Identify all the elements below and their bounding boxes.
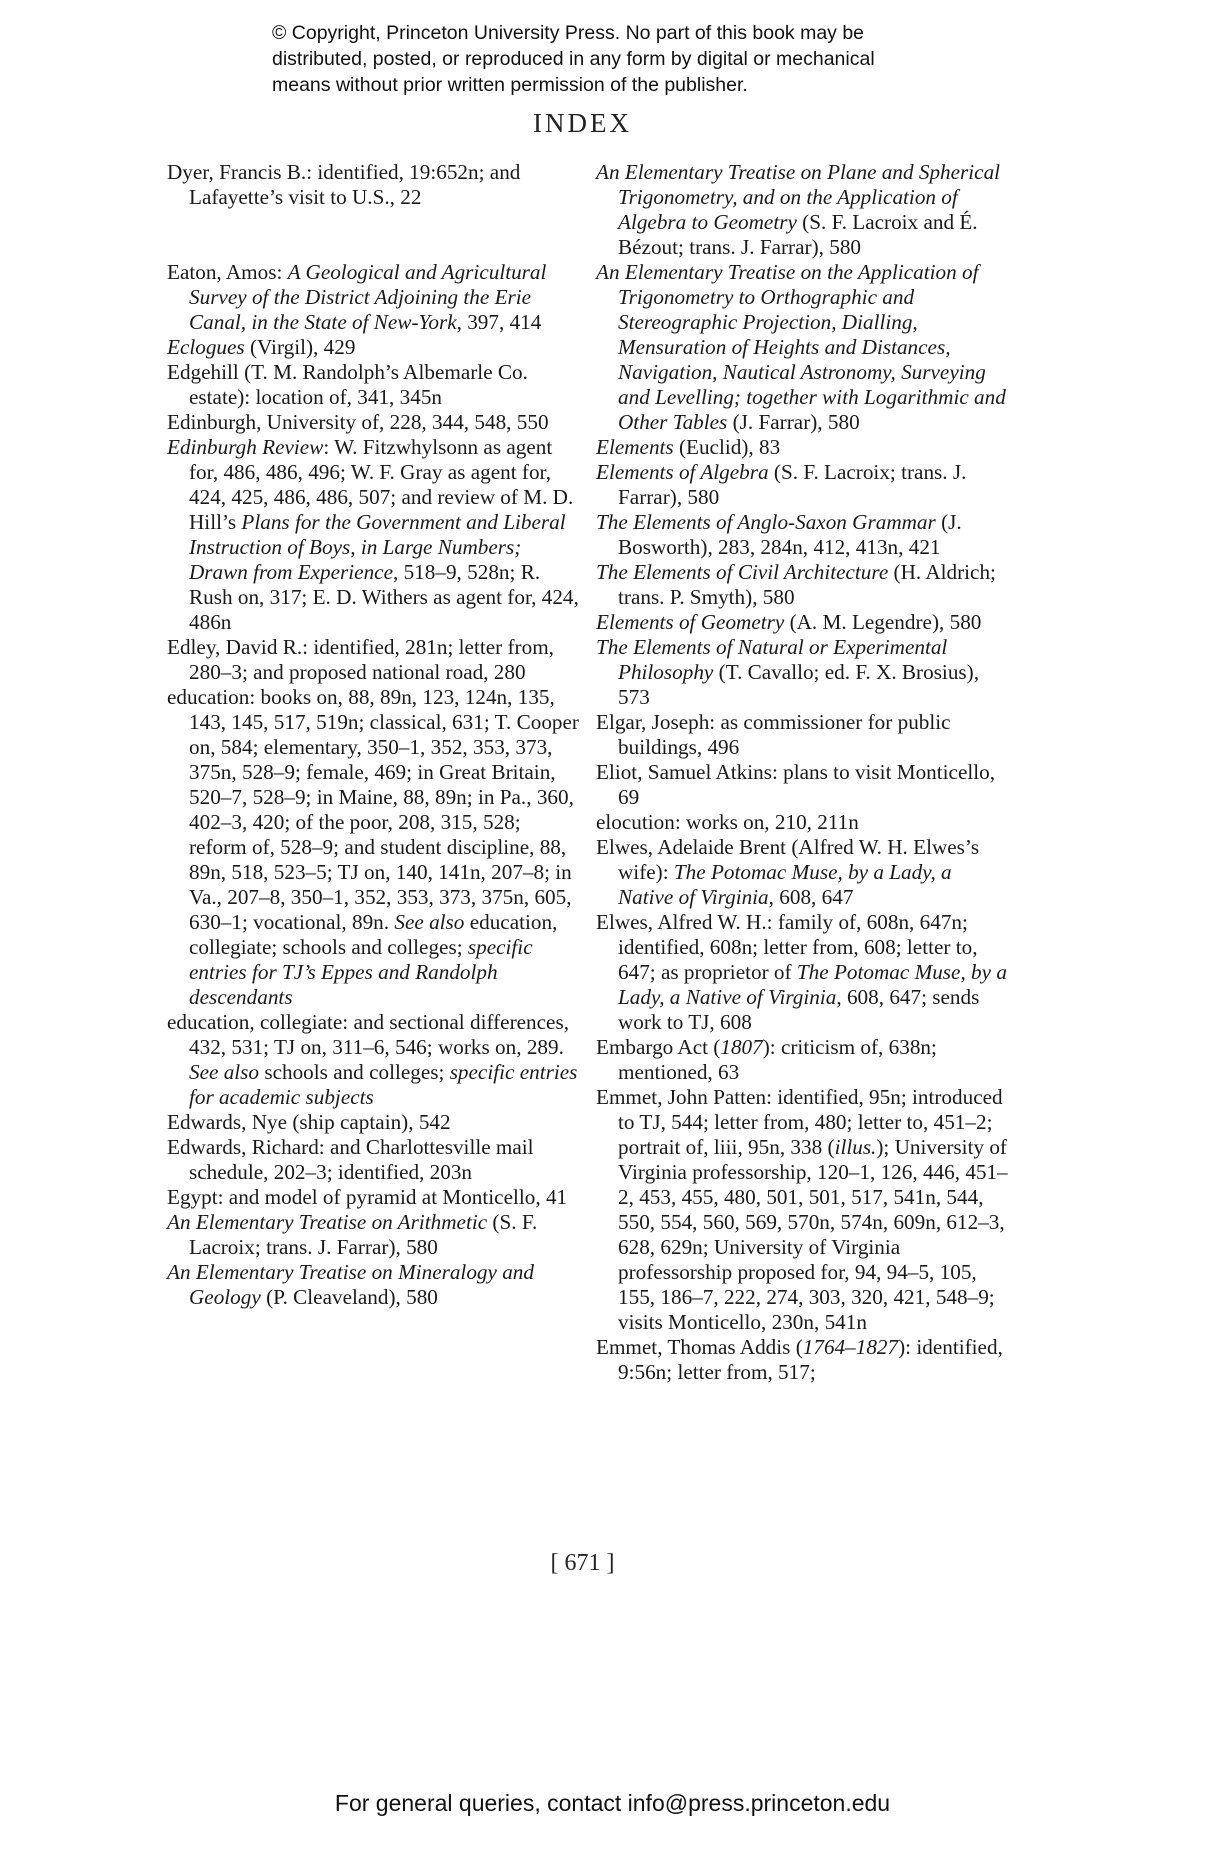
index-entry: An Elementary Treatise on Mineralogy and Geology (P. Cleaveland), 580 (167, 1260, 534, 1309)
index-entry: education: books on, 88, 89n, 123, 124n, 135, 143, 145, 517, 519n; classical, 631; T. Cooper on, 584; elementary, 350–1, 352, 353, 373, 375n, 528–9; female, 469; in Great Britain, 520–7, 528–9; in Maine, 88, 89n; in Pa., 360, 402–3, 420; of the poor, 208, 315, 528; reform of, 528–9; and student discipline, 88, 89n, 518, 523–5; TJ on, 140, 141n, 207–8; in Va., 207–8, 350–1, 352, 353, 373, 375n, 605, 630–1; vocational, 89n. See also education, collegiate; schools and colleges; specific entries for TJ’s Eppes and Randolph descendants (167, 685, 579, 1009)
index-entry: Dyer, Francis B.: identified, 19:652n; and Lafayette’s visit to U.S., 22 (167, 160, 521, 209)
index-entry: Elwes, Alfred W. H.: family of, 608n, 647n; identified, 608n; letter from, 608; letter to, 647; as proprietor of The Potomac Muse, by a Lady, a Native of Virginia, 608, 647; sends work to TJ, 608 (596, 910, 1007, 1034)
page-title: INDEX (533, 108, 632, 138)
index-entry: Egypt: and model of pyramid at Monticello, 41 (167, 1185, 568, 1209)
index-entry: Eclogues (Virgil), 429 (167, 335, 356, 359)
index-entry: The Elements of Civil Architecture (H. Aldrich; trans. P. Smyth), 580 (596, 560, 996, 609)
index-entry: The Elements of Anglo-Saxon Grammar (J. Bosworth), 283, 284n, 412, 413n, 421 (596, 510, 962, 559)
index-entry: Emmet, John Patten: identified, 95n; introduced to TJ, 544; letter from, 480; letter to, 451–2; portrait of, liii, 95n, 338 (illus.); University of Virginia professorship, 120–1, 126, 446, 451–2, 453, 455, 480, 501, 501, 517, 541n, 544, 550, 554, 560, 569, 570n, 574n, 609n, 612–3, 628, 629n; University of Virginia professorship proposed for, 94, 94–5, 105, 155, 186–7, 222, 274, 303, 320, 421, 548–9; visits Monticello, 230n, 541n (596, 1085, 1008, 1334)
footer-contact: For general queries, contact info@press.princeton.edu (334, 1790, 891, 1816)
index-entry: Elements of Geometry (A. M. Legendre), 580 (596, 610, 982, 634)
page-number: [ 671 ] (550, 1550, 615, 1576)
index-entry: Elements (Euclid), 83 (596, 435, 781, 459)
index-entry: Edinburgh Review: W. Fitzwhylsonn as agent for, 486, 486, 496; W. F. Gray as agent for, 424, 425, 486, 486, 507; and review of M. D. Hill’s Plans for the Government and Liberal Instruction of Boys, in Large Numbers; Drawn from Experience, 518–9, 528n; R. Rush on, 317; E. D. Withers as agent for, 424, 486n (167, 435, 579, 634)
index-entry: An Elementary Treatise on Arithmetic (S. F. Lacroix; trans. J. Farrar), 580 (167, 1210, 538, 1259)
index-column-right (596, 160, 1011, 1385)
copyright-line: means without prior written permission of the publisher. (272, 74, 748, 96)
index-entry: Eaton, Amos: A Geological and Agricultural Survey of the District Adjoining the Erie Canal, in the State of New-York, 397, 414 (167, 260, 547, 334)
copyright-notice (272, 20, 992, 98)
index-entry: An Elementary Treatise on Plane and Spherical Trigonometry, and on the Application of Algebra to Geometry (S. F. Lacroix and É. Bézout; trans. J. Farrar), 580 (596, 160, 1001, 259)
index-entry: Edgehill (T. M. Randolph’s Albemarle Co. estate): location of, 341, 345n (167, 360, 528, 409)
index-entry: Edley, David R.: identified, 281n; letter from, 280–3; and proposed national road, 280 (167, 635, 554, 684)
index-entry: The Elements of Natural or Experimental Philosophy (T. Cavallo; ed. F. X. Brosius), 573 (596, 635, 980, 709)
index-entry: Embargo Act (1807): criticism of, 638n; mentioned, 63 (596, 1035, 937, 1084)
copyright-line: © Copyright, Princeton University Press. No part of this book may be (272, 22, 865, 44)
index-entry: Elgar, Joseph: as commissioner for public buildings, 496 (596, 710, 951, 759)
index-entry: Edwards, Nye (ship captain), 542 (167, 1110, 451, 1134)
index-entry: elocution: works on, 210, 211n (596, 810, 859, 834)
index-column-left (167, 160, 582, 1310)
index-entry: An Elementary Treatise on the Application of Trigonometry to Orthographic and Stereographic Projection, Dialling, Mensuration of Heights and Distances, Navigation, Nautical Astronomy, Surveying and Levelling; together with Logarithmic and Other Tables (J. Farrar), 580 (596, 260, 1006, 434)
index-entry: Edwards, Richard: and Charlottesville mail schedule, 202–3; identified, 203n (167, 1135, 534, 1184)
index-entry: Edinburgh, University of, 228, 344, 548, 550 (167, 410, 549, 434)
index-entry: Elwes, Adelaide Brent (Alfred W. H. Elwes’s wife): The Potomac Muse, by a Lady, a Native of Virginia, 608, 647 (596, 835, 980, 909)
index-entry: education, collegiate: and sectional differences, 432, 531; TJ on, 311–6, 546; works on, 289. See also schools and colleges; specific entries for academic subjects (167, 1010, 578, 1109)
index-entry: Emmet, Thomas Addis (1764–1827): identified, 9:56n; letter from, 517; (596, 1335, 1003, 1384)
index-entry: Elements of Algebra (S. F. Lacroix; trans. J. Farrar), 580 (596, 460, 967, 509)
copyright-line: distributed, posted, or reproduced in any form by digital or mechanical (272, 48, 875, 70)
index-entry: Eliot, Samuel Atkins: plans to visit Monticello, 69 (596, 760, 996, 809)
